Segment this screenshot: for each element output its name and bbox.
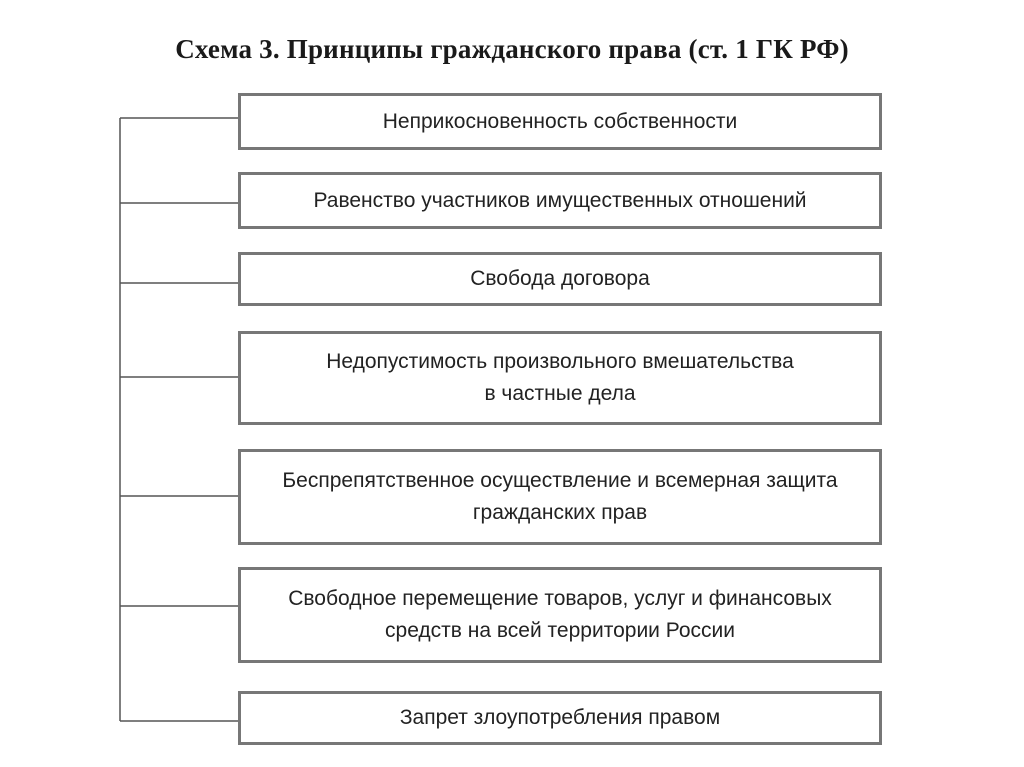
principle-text: средств на всей территории России [385,619,735,642]
principle-text: Беспрепятственное осуществление и всемерная защита [282,469,838,492]
principle-text: в частные дела [484,382,636,405]
principle-text: гражданских прав [472,501,648,524]
principle-box-non-interference [238,331,882,425]
principle-text: Равенство участников имущественных отношений [313,188,807,212]
principle-text: Запрет злоупотребления правом [399,706,721,729]
diagram-title: Схема 3. Принципы гражданского права (ст. 1 ГК РФ) [175,34,849,64]
principle-box-abuse-of-right-prohibition [238,691,882,745]
principle-text: Свободное перемещение товаров, услуг и финансовых [288,587,832,610]
principle-text: Свобода договора [470,267,650,290]
principle-text: Недопустимость произвольного вмешательства [326,350,794,373]
principle-box-freedom-of-contract [238,252,882,306]
principle-box-protection-of-rights [238,449,882,545]
principle-text: Неприкосновенность собственности [382,109,738,133]
principle-box-equality-of-participants [238,172,882,229]
principle-box-free-movement [238,567,882,663]
principle-box-inviolability-of-property [238,93,882,150]
